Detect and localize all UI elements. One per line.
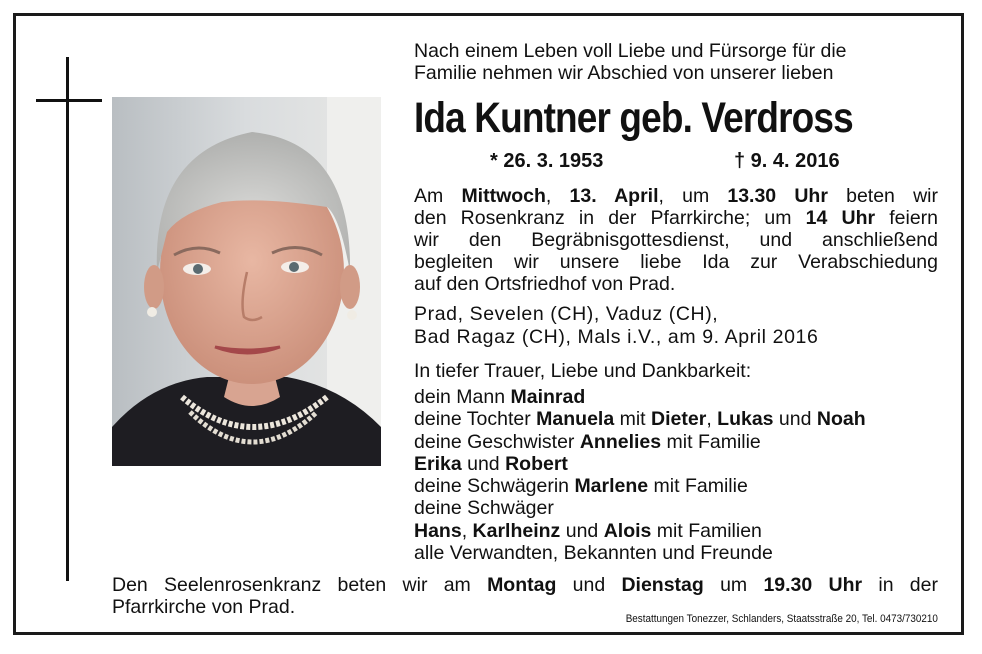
cross-horizontal-beam — [36, 99, 102, 102]
text-segment: den Rosenkranz in der Pfarrkirche; um — [414, 207, 806, 229]
ceremony-line: auf den Ortsfriedhof von Prad. — [414, 273, 676, 295]
relative-name: Lukas — [717, 408, 774, 431]
intro-line-1: Nach einem Leben voll Liebe und Fürsorge für die — [414, 40, 847, 62]
text-segment: und — [556, 574, 622, 596]
rosary-line — [112, 574, 938, 596]
text-segment: , — [545, 185, 570, 207]
text-segment: , um — [658, 185, 728, 207]
relative-name: Dieter — [651, 408, 707, 431]
text-segment: mit — [614, 408, 652, 431]
family-line — [414, 386, 866, 408]
relative-name: Annelies — [579, 430, 662, 453]
text-segment: mit Familie — [661, 430, 761, 453]
text-segment: deine Tochter — [414, 408, 537, 431]
undertaker-credit: Bestattungen Tonezzer, Schlanders, Staatsstraße 20, Tel. 0473/730210 — [625, 613, 938, 625]
portrait-photo — [112, 97, 381, 466]
text-segment: und — [560, 519, 604, 542]
family-line: alle Verwandten, Bekannten und Freunde — [414, 542, 773, 565]
rosary-day: Dienstag — [621, 574, 704, 596]
relative-name: Karlheinz — [472, 519, 561, 542]
relative-name: Noah — [816, 408, 866, 431]
rosary-notice — [112, 574, 938, 618]
text-segment: und — [461, 452, 506, 475]
relative-name: Marlene — [574, 475, 649, 498]
text-segment: mit Familie — [648, 475, 748, 498]
relative-name: Erika — [414, 452, 462, 475]
family-line — [414, 475, 866, 497]
text-segment: beten wir — [827, 185, 938, 207]
relative-name: Manuela — [536, 408, 615, 431]
family-line — [414, 453, 866, 475]
relative-name: Alois — [603, 519, 652, 542]
text-segment: deine Geschwister — [414, 430, 580, 453]
death-date: † 9. 4. 2016 — [734, 150, 840, 172]
ceremony-line: begleiten wir unsere liebe Ida zur Verabschiedung — [414, 251, 938, 273]
text-segment: um — [703, 574, 764, 596]
rosary-time: 13.30 Uhr — [727, 185, 828, 207]
text-segment: in der — [862, 574, 938, 596]
family-line — [414, 431, 866, 453]
text-segment: mit Familien — [651, 519, 762, 542]
mourning-heading: In tiefer Trauer, Liebe und Dankbarkeit: — [414, 360, 752, 382]
place-line-2: Bad Ragaz (CH), Mals i.V., am 9. April 2016 — [414, 326, 819, 348]
family-line — [414, 520, 866, 542]
text-segment: feiern — [875, 207, 939, 229]
ceremony-line — [414, 185, 938, 207]
relative-name: Mainrad — [510, 386, 586, 408]
text-segment: , — [461, 519, 473, 542]
ceremony-line — [414, 207, 938, 229]
text-segment: , — [706, 408, 718, 431]
ceremony-paragraph — [414, 185, 938, 295]
family-list — [414, 386, 866, 564]
cross-vertical-beam — [66, 57, 69, 581]
rosary-time: 19.30 Uhr — [763, 574, 863, 596]
deceased-name: Ida Kuntner geb. Verdross — [414, 94, 853, 142]
ceremony-line: wir den Begräbnisgottesdienst, und anschließend — [414, 229, 938, 251]
text-segment: deine Schwägerin — [414, 475, 575, 498]
text-segment: und — [773, 408, 817, 431]
relative-name: Hans — [414, 519, 462, 542]
intro-line-2: Familie nehmen wir Abschied von unserer lieben — [414, 62, 834, 84]
text-segment: Am — [414, 185, 462, 207]
rosary-line: Pfarrkirche von Prad. — [112, 596, 296, 618]
family-line — [414, 408, 866, 430]
mass-time: 14 Uhr — [805, 207, 876, 229]
birth-date: * 26. 3. 1953 — [490, 150, 604, 172]
place-line-1: Prad, Sevelen (CH), Vaduz (CH), — [414, 303, 719, 325]
relative-name: Robert — [505, 452, 568, 475]
ceremony-date: 13. April — [569, 185, 659, 207]
text-segment: dein Mann — [414, 386, 511, 408]
family-line: deine Schwäger — [414, 497, 554, 520]
rosary-day: Montag — [487, 574, 557, 596]
text-segment: Den Seelenrosenkranz beten wir am — [112, 574, 488, 596]
ceremony-weekday: Mittwoch — [461, 185, 546, 207]
